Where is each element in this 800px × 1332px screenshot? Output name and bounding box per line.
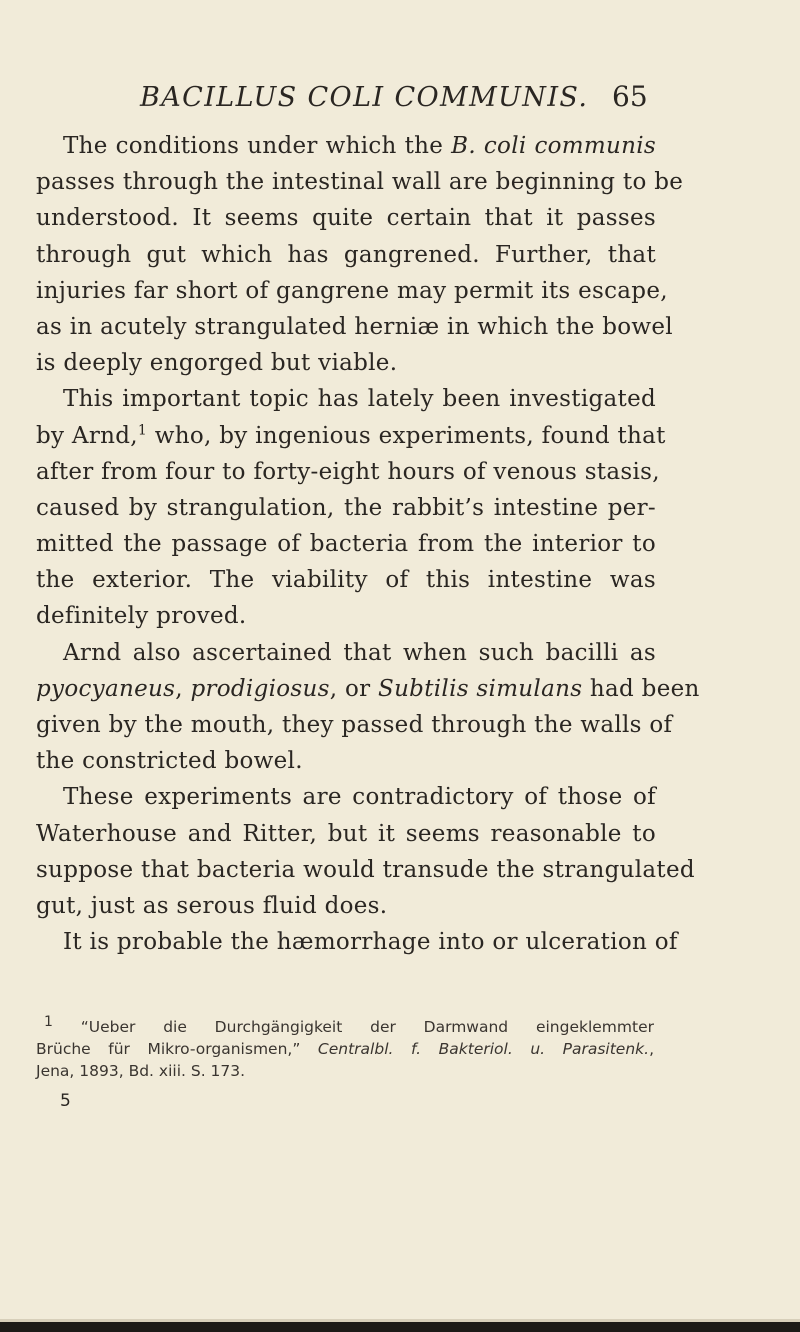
body-text — [36, 128, 700, 960]
text-line: suppose that bacteria would transude the strangulated — [36, 856, 695, 883]
footnote-line: Jena, 1893, Bd. xiii. S. 173. — [36, 1062, 246, 1080]
text-line: injuries far short of gangrene may permit its escape, — [36, 277, 668, 304]
text-line: caused by strangulation, the rabbit’s intestine per- — [36, 494, 656, 521]
text-line: understood. It seems quite certain that it passes — [36, 205, 656, 232]
text-line: after from four to forty-eight hours of venous stasis, — [36, 458, 660, 485]
text-line: the exterior. The viability of this intestine was — [36, 567, 656, 594]
text-line: is deeply engorged but viable. — [36, 350, 398, 377]
text-line: definitely proved. — [36, 603, 247, 630]
footnote-line: $^1$ “Ueber die Durchgängigkeit der Darmwand eingeklemmter — [44, 1013, 654, 1036]
text-line: pyocyaneus, prodigiosus, or Subtilis simulans had been — [36, 675, 700, 702]
text-line: through gut which has gangrened. Further, that — [36, 241, 656, 268]
text-line: by Arnd,$^1$ who, by ingenious experiments, found that — [36, 421, 666, 449]
scan-border — [0, 1322, 800, 1332]
text-line: as in acutely strangulated herniæ in which the bowel — [36, 313, 673, 340]
running-title: BACILLUS COLI COMMUNIS. — [140, 82, 589, 113]
footnote-line: Brüche für Mikro-organismen,” Centralbl. f. Bakteriol. u. Parasitenk., — [36, 1040, 655, 1058]
text-line: The conditions under which the B. coli communis — [63, 133, 656, 159]
text-line: It is probable the hæmorrhage into or ulceration of — [63, 929, 678, 956]
text-line: These experiments are contradictory of those of — [63, 784, 656, 811]
signature-mark: 5 — [60, 1091, 71, 1111]
page-header — [0, 82, 800, 122]
text-line: passes through the intestinal wall are beginning to be — [36, 169, 684, 196]
footnote — [36, 1013, 655, 1082]
text-line: Arnd also ascertained that when such bacilli as — [63, 639, 656, 666]
page-number: 65 — [612, 80, 648, 113]
text-line: given by the mouth, they passed through the walls of — [36, 712, 673, 738]
text-line: Waterhouse and Ritter, but it seems reasonable to — [36, 820, 656, 847]
text-line: mitted the passage of bacteria from the interior to — [36, 531, 656, 558]
text-line: This important topic has lately been investigated — [63, 386, 656, 413]
text-line: the constricted bowel. — [36, 748, 303, 775]
text-line: gut, just as serous fluid does. — [36, 892, 388, 919]
